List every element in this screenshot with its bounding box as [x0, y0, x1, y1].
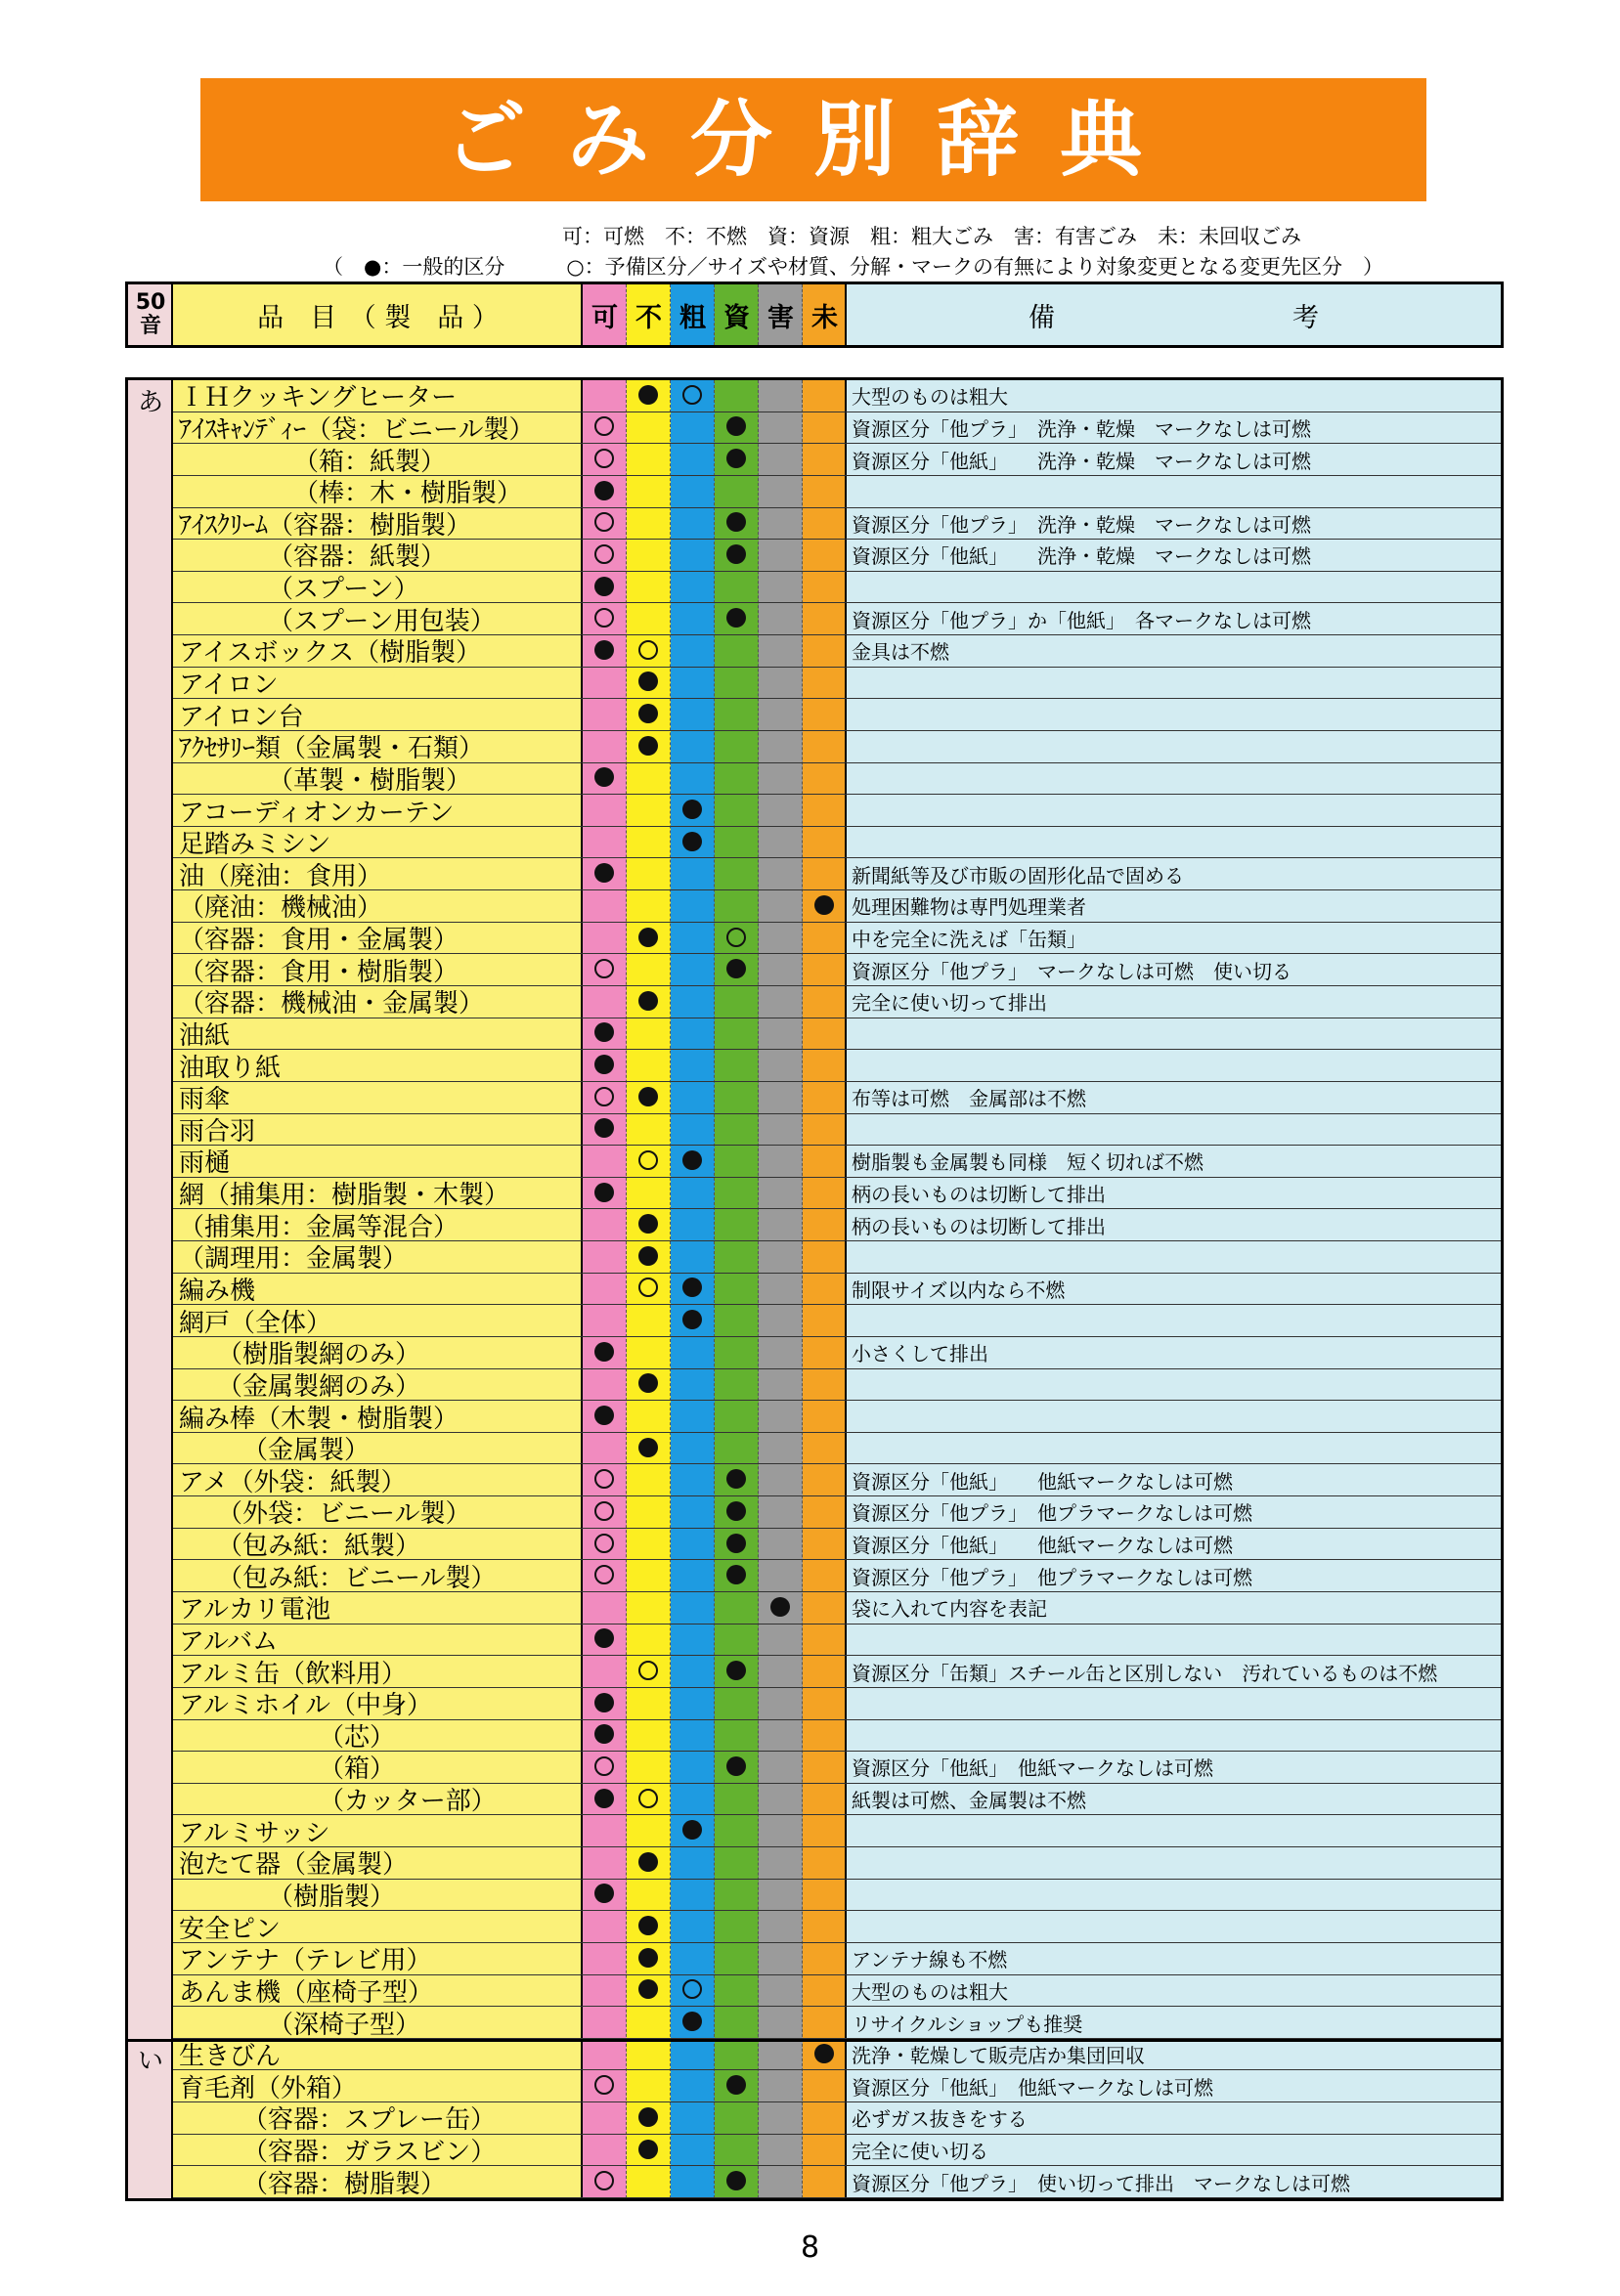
- primary-category-mark-shi: [726, 544, 746, 564]
- item-name: 雨傘: [179, 1085, 231, 1115]
- item-note: 資源区分「缶類」スチール缶と区別しない 汚れているものは不燃: [852, 1661, 1438, 1685]
- table-row: [173, 2039, 1501, 2071]
- item-name: （箱）: [179, 1754, 396, 1785]
- item-name: アルミサッシ: [179, 1818, 330, 1848]
- alt-category-mark-ka: [594, 959, 614, 978]
- item-note: 洗浄・乾燥して販売店か集団回収: [852, 2044, 1145, 2068]
- header-50on-bottom: 音: [139, 314, 161, 338]
- table-row: [173, 668, 1501, 700]
- primary-category-mark-ka: [594, 1183, 614, 1202]
- table-row: [173, 1337, 1501, 1369]
- item-name: アコーディオンカーテン: [179, 798, 455, 828]
- primary-category-mark-ka: [594, 1628, 614, 1648]
- item-name: （容器：食用・金属製）: [179, 926, 460, 956]
- alt-category-mark-ka: [594, 1087, 614, 1106]
- table-row: [173, 1784, 1501, 1816]
- item-name: 油紙: [179, 1020, 231, 1051]
- header-col-ka: 可: [591, 302, 618, 333]
- table-row: [173, 1560, 1501, 1592]
- item-note: アンテナ線も不燃: [852, 1948, 1008, 1972]
- item-name: あんま機（座椅子型）: [179, 1977, 434, 2008]
- table-row: [173, 2135, 1501, 2167]
- primary-category-mark-so: [682, 832, 702, 851]
- table-row: [173, 572, 1501, 604]
- primary-category-mark-so: [682, 1820, 702, 1840]
- page-title: ごみ分別辞典: [200, 78, 1426, 201]
- item-name: （棒：木・樹脂製）: [179, 479, 523, 509]
- table-row: [173, 890, 1501, 923]
- table-row: [173, 635, 1501, 668]
- table-row: [173, 1401, 1501, 1433]
- item-note: 資源区分「他プラ」 他プラマークなしは可燃: [852, 1565, 1252, 1589]
- alt-category-mark-ka: [594, 1565, 614, 1584]
- header-col-gai: 害: [767, 302, 794, 333]
- item-note: 資源区分「他プラ」 マークなしは可燃 使い切る: [852, 959, 1292, 983]
- table-row: [173, 380, 1501, 412]
- alt-category-mark-ka: [594, 2075, 614, 2095]
- item-note: 処理困難物は専門処理業者: [852, 895, 1086, 920]
- table-row: [173, 2102, 1501, 2135]
- item-name: （容器：機械油・金属製）: [179, 989, 485, 1019]
- primary-category-mark-fu: [638, 1087, 658, 1106]
- item-name: アルカリ電池: [179, 1595, 330, 1625]
- item-name: （包み紙：ビニール製）: [179, 1563, 497, 1593]
- primary-category-mark-ka: [594, 1055, 614, 1074]
- primary-category-mark-ka: [594, 1884, 614, 1903]
- alt-category-mark-so: [682, 385, 702, 405]
- table-row: [173, 1209, 1501, 1241]
- alt-category-mark-fu: [638, 1150, 658, 1170]
- item-name: （深椅子型）: [179, 2010, 421, 2040]
- item-note: 制限サイズ以内なら不燃: [852, 1278, 1066, 1302]
- alt-category-mark-shi: [726, 928, 746, 947]
- table-row: [173, 1625, 1501, 1657]
- primary-category-mark-shi: [726, 608, 746, 628]
- table-row: [173, 795, 1501, 827]
- item-name: アンテナ（テレビ用）: [179, 1946, 432, 1976]
- header-col-so: 粗: [679, 302, 706, 333]
- header-50on-top: 50: [135, 290, 166, 315]
- item-name: 油取り紙: [179, 1053, 282, 1083]
- item-note: 資源区分「他紙」 洗浄・乾燥 マークなしは可燃: [852, 449, 1311, 473]
- item-name: ｱｲｽｷｬﾝﾃﾞｨｰ（袋：ビニール製）: [179, 414, 535, 445]
- primary-category-mark-fu: [638, 928, 658, 947]
- item-name: 油（廃油：食用）: [179, 861, 383, 891]
- item-name: （容器：スプレー缶）: [179, 2105, 496, 2136]
- primary-category-mark-shi: [726, 1565, 746, 1584]
- table-row: [173, 1656, 1501, 1688]
- item-note: 資源区分「他紙」 他紙マークなしは可燃: [852, 1469, 1233, 1494]
- alt-category-mark-ka: [594, 416, 614, 436]
- primary-category-mark-shi: [726, 416, 746, 436]
- header-col-shi: 資: [723, 302, 750, 333]
- table-row: [173, 1943, 1501, 1975]
- primary-category-mark-ka: [594, 1724, 614, 1744]
- primary-category-mark-fu: [638, 1214, 658, 1234]
- table-row: [173, 1178, 1501, 1210]
- item-note: 資源区分「他プラ」 洗浄・乾燥 マークなしは可燃: [852, 416, 1311, 441]
- table-row: [173, 954, 1501, 986]
- item-name: （スプーン）: [179, 575, 419, 605]
- primary-category-mark-fu: [638, 736, 658, 756]
- table-row: [173, 444, 1501, 476]
- header-note-label: 備 考: [1029, 302, 1319, 333]
- table-row: [173, 1464, 1501, 1496]
- alt-category-mark-ka: [594, 1756, 614, 1776]
- item-note: 柄の長いものは切断して排出: [852, 1183, 1106, 1207]
- item-note: 袋に入れて内容を表記: [852, 1597, 1047, 1622]
- item-note: 完全に使い切って排出: [852, 991, 1047, 1016]
- primary-category-mark-ka: [594, 1693, 614, 1712]
- primary-category-mark-shi: [726, 1501, 746, 1521]
- primary-category-mark-ka: [594, 1118, 614, 1138]
- primary-category-mark-shi: [726, 1661, 746, 1680]
- item-name: アメ（外袋：紙製）: [179, 1467, 407, 1497]
- item-name: 雨合羽: [179, 1116, 256, 1147]
- primary-category-mark-fu: [638, 1916, 658, 1935]
- header-item-label: 品 目 （ 製 品 ）: [257, 302, 499, 333]
- alt-category-mark-ka: [594, 512, 614, 532]
- item-note: 中を完全に洗えば「缶類」: [852, 928, 1086, 952]
- item-name: ｱｲｽｸﾘｰﾑ（容器：樹脂製）: [179, 510, 472, 541]
- primary-category-mark-ka: [594, 577, 614, 596]
- table-row: [173, 1305, 1501, 1337]
- table-row: [173, 1752, 1501, 1784]
- legend-categories: 可：可燃 不：不燃 資：資源 粗：粗大ごみ 害：有害ごみ 未：未回収ごみ: [562, 225, 1301, 248]
- table-row: [173, 1146, 1501, 1178]
- item-note: 資源区分「他紙」 他紙マークなしは可燃: [852, 1756, 1213, 1781]
- item-name: 泡たて器（金属製）: [179, 1850, 409, 1881]
- primary-category-mark-so: [682, 1310, 702, 1329]
- item-name: （箱：紙製）: [179, 447, 447, 477]
- alt-category-mark-ka: [594, 2171, 614, 2190]
- alt-category-mark-ka: [594, 1534, 614, 1553]
- table-row: [173, 2070, 1501, 2102]
- alt-category-mark-fu: [638, 1278, 658, 1297]
- primary-category-mark-ka: [594, 863, 614, 883]
- item-note: 資源区分「他プラ」か「他紙」 各マークなしは可燃: [852, 608, 1311, 632]
- primary-category-mark-fu: [638, 671, 658, 691]
- item-note: 柄の長いものは切断して排出: [852, 1214, 1106, 1238]
- primary-category-mark-gai: [770, 1597, 790, 1617]
- primary-category-mark-fu: [638, 704, 658, 723]
- table-row: [173, 699, 1501, 731]
- item-name: 安全ピン: [179, 1914, 282, 1944]
- primary-category-mark-fu: [638, 1852, 658, 1872]
- item-note: 金具は不燃: [852, 640, 949, 665]
- item-note: リサイクルショップも推奨: [852, 2012, 1083, 2036]
- table-row: [173, 1720, 1501, 1753]
- item-name: アルミ缶（飲料用）: [179, 1659, 407, 1689]
- primary-category-mark-ka: [594, 767, 614, 787]
- primary-category-mark-shi: [726, 512, 746, 532]
- primary-category-mark-so: [682, 800, 702, 819]
- item-note: 紙製は可燃、金属製は不燃: [852, 1789, 1086, 1813]
- table-row: [173, 986, 1501, 1018]
- item-name: 網（捕集用：樹脂製・木製）: [179, 1181, 510, 1211]
- item-name: アイロン: [179, 670, 279, 700]
- section-kana: い: [137, 2046, 163, 2076]
- primary-category-mark-shi: [726, 2075, 746, 2095]
- table-row: [173, 827, 1501, 859]
- item-name: アルバム: [179, 1626, 279, 1657]
- item-note: 新聞紙等及び市販の固形化品で固める: [852, 863, 1184, 888]
- primary-category-mark-ka: [594, 1789, 614, 1808]
- item-name: 編み棒（木製・樹脂製）: [179, 1404, 460, 1434]
- table-row: [173, 1433, 1501, 1465]
- primary-category-mark-shi: [726, 449, 746, 468]
- primary-category-mark-so: [682, 1278, 702, 1297]
- item-name: 足踏みミシン: [179, 830, 331, 860]
- primary-category-mark-ka: [594, 1406, 614, 1425]
- item-note: 小さくして排出: [852, 1342, 988, 1366]
- item-name: 育毛剤（外箱）: [179, 2073, 358, 2103]
- table-header: [125, 282, 1504, 348]
- item-name: アイロン台: [179, 702, 304, 732]
- item-name: アルミホイル（中身）: [179, 1691, 432, 1721]
- alt-category-mark-fu: [638, 640, 658, 660]
- table-row: [173, 1050, 1501, 1082]
- item-note: 資源区分「他紙」 洗浄・乾燥 マークなしは可燃: [852, 544, 1311, 569]
- table-row: [173, 1911, 1501, 1943]
- item-name: （樹脂製）: [179, 1882, 396, 1912]
- alt-category-mark-fu: [638, 1789, 658, 1808]
- header-50on: [128, 284, 173, 345]
- item-note: 資源区分「他紙」 他紙マークなしは可燃: [852, 1534, 1233, 1558]
- table-row: [173, 1847, 1501, 1880]
- item-name: （容器：樹脂製）: [179, 2169, 447, 2199]
- table-row: [173, 1496, 1501, 1529]
- table-row: [173, 508, 1501, 541]
- table-row: [173, 1018, 1501, 1051]
- primary-category-mark-ka: [594, 481, 614, 500]
- item-name: （カッター部）: [179, 1787, 497, 1817]
- primary-category-mark-shi: [726, 2171, 746, 2190]
- item-note: 資源区分「他プラ」 使い切って排出 マークなしは可燃: [852, 2171, 1350, 2195]
- alt-category-mark-ka: [594, 608, 614, 628]
- table-row: [173, 540, 1501, 572]
- table-row: [173, 1082, 1501, 1114]
- table-row: [173, 1369, 1501, 1402]
- item-name: （スプーン用包装）: [179, 606, 496, 636]
- alt-category-mark-ka: [594, 1469, 614, 1489]
- item-name: （包み紙：紙製）: [179, 1532, 421, 1562]
- primary-category-mark-ka: [594, 640, 614, 660]
- primary-category-mark-so: [682, 1150, 702, 1170]
- table-row: [173, 858, 1501, 890]
- item-note: 必ずガス抜きをする: [852, 2107, 1028, 2132]
- table-row: [173, 1815, 1501, 1847]
- item-name: アイスボックス（樹脂製）: [179, 638, 482, 669]
- item-name: （芯）: [179, 1722, 396, 1753]
- primary-category-mark-fu: [638, 1438, 658, 1457]
- primary-category-mark-ka: [594, 1022, 614, 1042]
- item-name: ＩＨクッキングヒーター: [179, 383, 458, 413]
- dictionary-table: [125, 377, 1504, 2201]
- primary-category-mark-fu: [638, 2107, 658, 2127]
- item-name: （外袋：ビニール製）: [179, 1499, 471, 1530]
- page-number: 8: [800, 2231, 820, 2265]
- item-note: 資源区分「他プラ」 他プラマークなしは可燃: [852, 1501, 1252, 1526]
- item-name: （樹脂製網のみ）: [179, 1340, 421, 1370]
- item-name: （金属製網のみ）: [179, 1371, 421, 1402]
- primary-category-mark-fu: [638, 2140, 658, 2159]
- item-name: 編み機: [179, 1276, 256, 1306]
- table-row: [173, 1241, 1501, 1274]
- header-col-mi: 未: [811, 302, 838, 333]
- alt-category-mark-ka: [594, 544, 614, 564]
- item-name: （容器：ガラスビン）: [179, 2138, 497, 2168]
- alt-category-mark-ka: [594, 1501, 614, 1521]
- primary-category-mark-ka: [594, 1342, 614, 1362]
- table-row: [173, 476, 1501, 508]
- table-row: [173, 1274, 1501, 1306]
- primary-category-mark-shi: [726, 1469, 746, 1489]
- table-row: [173, 412, 1501, 445]
- item-name: （容器：紙製）: [179, 542, 447, 573]
- item-note: 資源区分「他プラ」 洗浄・乾燥 マークなしは可燃: [852, 512, 1311, 537]
- alt-category-mark-fu: [638, 1661, 658, 1680]
- table-row: [173, 1529, 1501, 1561]
- primary-category-mark-fu: [638, 385, 658, 405]
- item-name: 雨樋: [179, 1148, 231, 1179]
- item-name: ｱｸｾｻﾘｰ類（金属製・石類）: [179, 734, 485, 764]
- table-row: [173, 1114, 1501, 1147]
- item-note: 完全に使い切る: [852, 2140, 988, 2164]
- primary-category-mark-fu: [638, 1948, 658, 1968]
- item-name: （捕集用：金属等混合）: [179, 1212, 460, 1242]
- alt-category-mark-so: [682, 1979, 702, 1999]
- primary-category-mark-fu: [638, 1246, 658, 1266]
- item-name: 網戸（全体）: [179, 1308, 332, 1338]
- primary-category-mark-fu: [638, 1979, 658, 1999]
- legend-marks: （ ●：一般的区分 ○：予備区分／サイズや材質、分解・マークの有無により対象変更となる変更先区分 ）: [323, 255, 1383, 279]
- primary-category-mark-shi: [726, 959, 746, 978]
- item-name: （廃油：機械油）: [179, 893, 383, 924]
- item-note: 布等は可燃 金属部は不燃: [852, 1087, 1086, 1111]
- item-note: 大型のものは粗大: [852, 385, 1008, 410]
- table-row: [173, 763, 1501, 796]
- primary-category-mark-mi: [814, 895, 834, 915]
- item-note: 資源区分「他紙」 他紙マークなしは可燃: [852, 2075, 1213, 2100]
- item-note: 大型のものは粗大: [852, 1979, 1008, 2004]
- table-row: [173, 1975, 1501, 2008]
- item-name: 生きびん: [179, 2042, 282, 2072]
- header-col-fu: 不: [635, 302, 662, 333]
- table-row: [173, 2166, 1501, 2198]
- item-note: 樹脂製も金属製も同様 短く切れば不燃: [852, 1150, 1204, 1175]
- primary-category-mark-fu: [638, 1373, 658, 1393]
- primary-category-mark-shi: [726, 1534, 746, 1553]
- primary-category-mark-so: [682, 2012, 702, 2031]
- table-row: [173, 603, 1501, 635]
- table-row: [173, 1880, 1501, 1912]
- table-row: [173, 1592, 1501, 1625]
- table-row: [173, 1688, 1501, 1720]
- table-row: [173, 731, 1501, 763]
- primary-category-mark-fu: [638, 991, 658, 1011]
- primary-category-mark-shi: [726, 1756, 746, 1776]
- section-kana: あ: [137, 388, 163, 417]
- item-name: （調理用：金属製）: [179, 1244, 409, 1275]
- primary-category-mark-mi: [814, 2044, 834, 2063]
- item-name: （金属製）: [179, 1436, 371, 1466]
- item-name: （革製・樹脂製）: [179, 765, 472, 796]
- table-row: [173, 2007, 1501, 2039]
- table-row: [173, 923, 1501, 955]
- alt-category-mark-ka: [594, 449, 614, 468]
- item-name: （容器：食用・樹脂製）: [179, 957, 460, 987]
